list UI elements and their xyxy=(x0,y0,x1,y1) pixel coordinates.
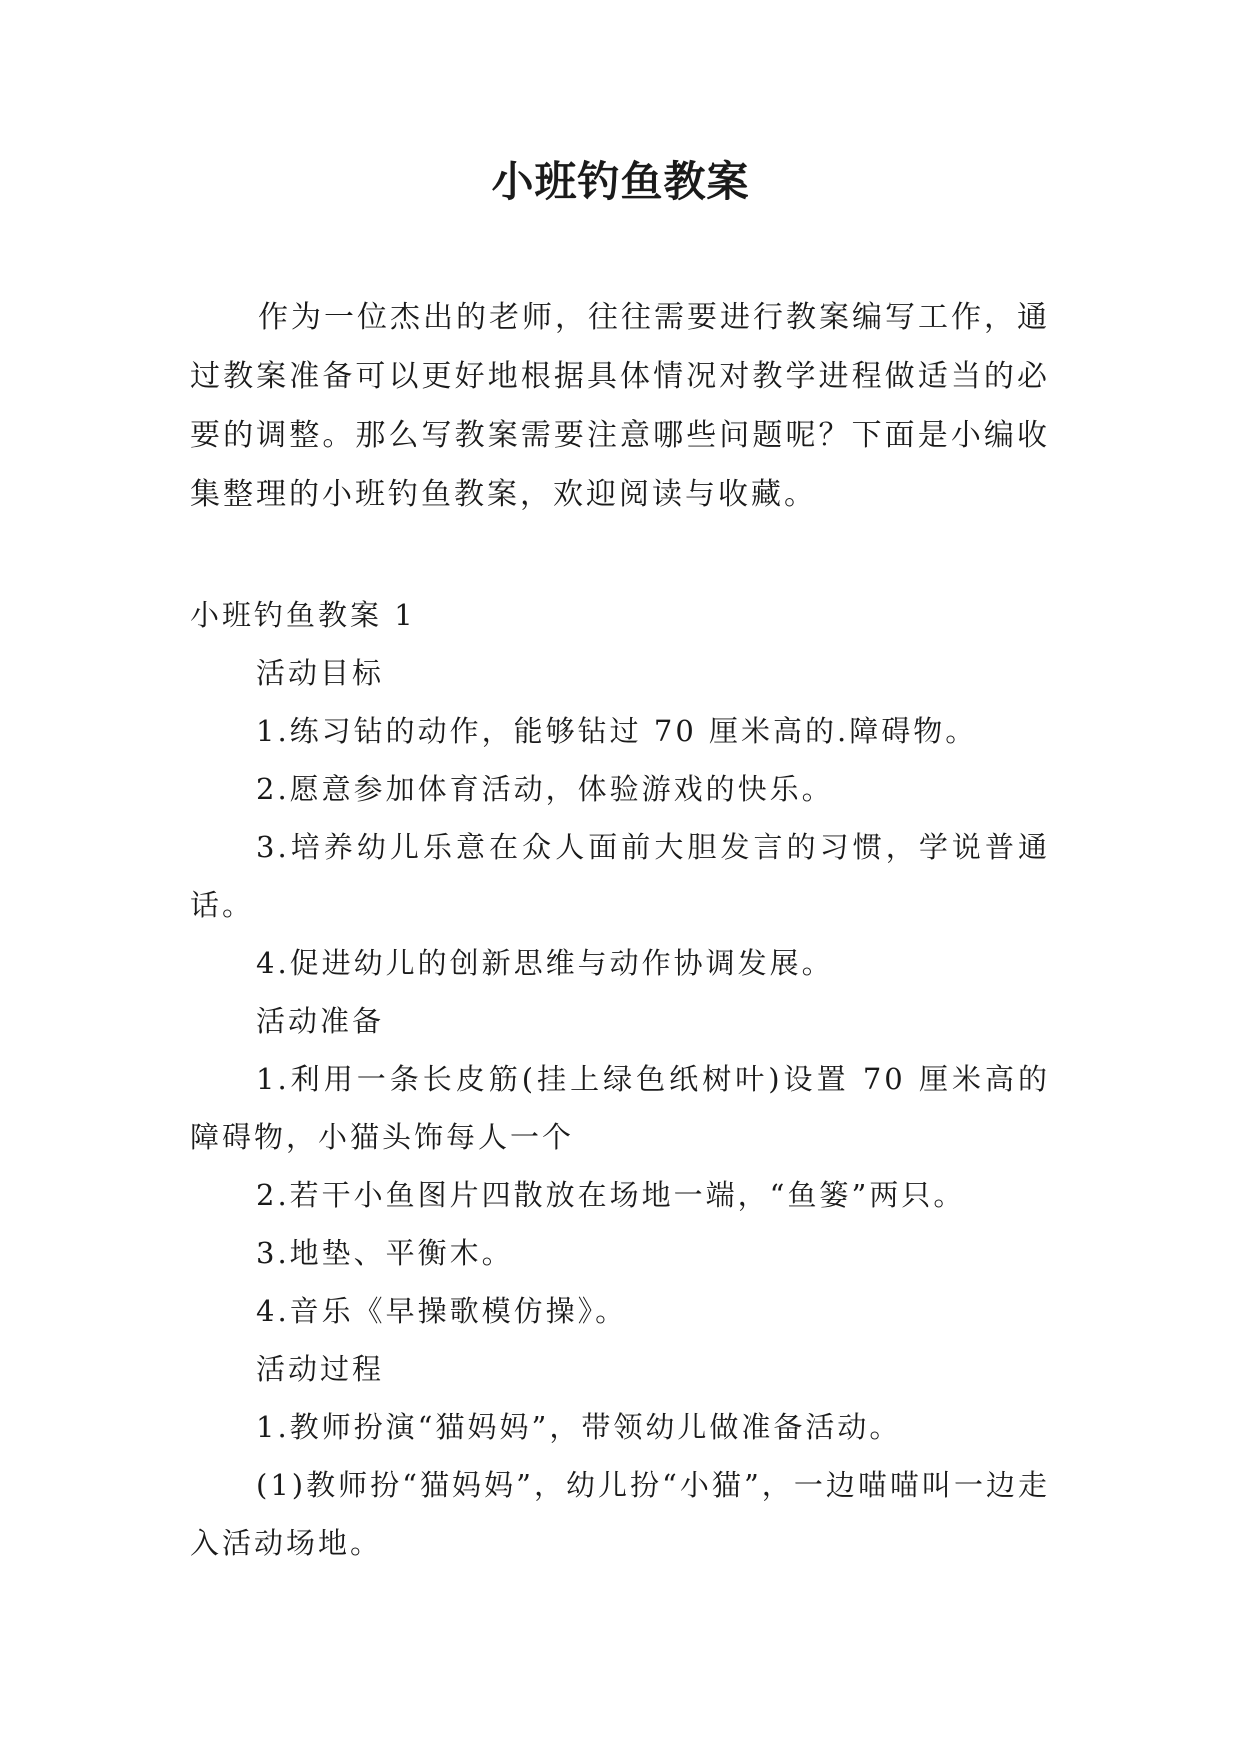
prep-heading: 活动准备 xyxy=(256,1004,385,1038)
document-title: 小班钓鱼教案 xyxy=(491,157,750,206)
process-item: 1.教师扮演“猫妈妈”，带领幼儿做准备活动。 xyxy=(256,1410,902,1444)
goal-item: 3.培养幼儿乐意在众人面前大胆发言的习惯，学说普通话。 xyxy=(190,830,1050,922)
goals-heading: 活动目标 xyxy=(256,656,385,690)
goal-item: 1.练习钻的动作，能够钻过 70 厘米高的.障碍物。 xyxy=(256,714,978,748)
goal-item: 2.愿意参加体育活动，体验游戏的快乐。 xyxy=(256,772,834,806)
process-item: (1)教师扮“猫妈妈”，幼儿扮“小猫”，一边喵喵叫一边走入活动场地。 xyxy=(190,1468,1050,1560)
intro-paragraph: 作为一位杰出的老师，往往需要进行教案编写工作，通过教案准备可以更好地根据具体情况对教学进程做适当的必要的调整。那么写教案需要注意哪些问题呢？下面是小编收集整理的小班钓鱼教案，欢迎阅读与收藏。 xyxy=(190,300,1050,512)
process-heading: 活动过程 xyxy=(256,1352,385,1386)
prep-item: 4.音乐《早操歌模仿操》。 xyxy=(256,1294,628,1328)
prep-item: 3.地垫、平衡木。 xyxy=(256,1236,514,1270)
goal-item: 4.促进幼儿的创新思维与动作协调发展。 xyxy=(256,946,834,980)
document-body xyxy=(190,586,1050,1572)
section-heading: 小班钓鱼教案 1 xyxy=(190,598,416,632)
prep-item: 1.利用一条长皮筋(挂上绿色纸树叶)设置 70 厘米高的障碍物，小猫头饰每人一个 xyxy=(190,1062,1050,1154)
prep-item: 2.若干小鱼图片四散放在场地一端，“鱼篓”两只。 xyxy=(256,1178,966,1212)
